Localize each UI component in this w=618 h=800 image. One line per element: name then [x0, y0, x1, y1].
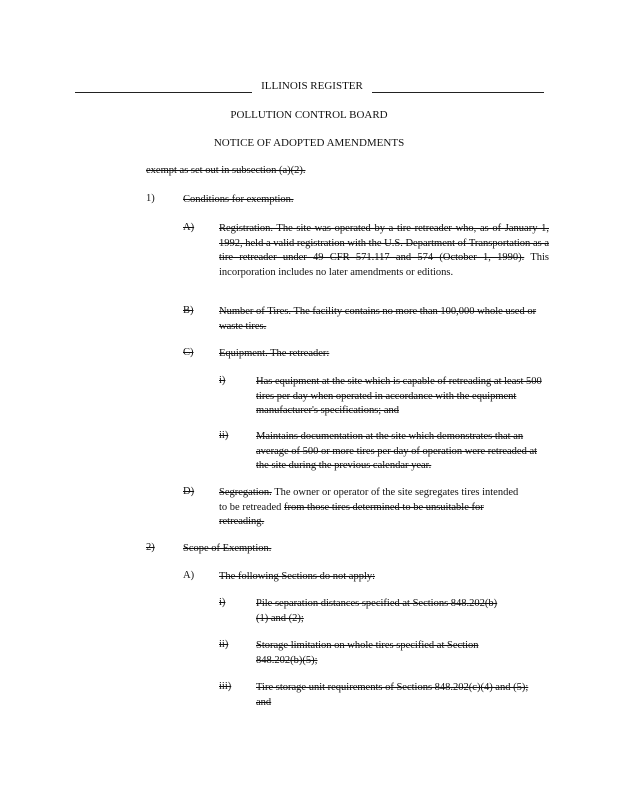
- intro-text: exempt as set out in subsection (a)(2).: [146, 165, 306, 176]
- section1-title: Conditions for exemption.: [183, 194, 294, 205]
- item-2a-i-label: i): [219, 597, 226, 608]
- item-1c-label: C): [183, 347, 194, 358]
- item-1c-text: Equipment. The retreader:: [219, 348, 330, 359]
- item-1d-label: D): [183, 486, 195, 497]
- section1-label: 1): [146, 193, 155, 204]
- item-2a-i-text: Pile separation distances specified at Sections 848.202(b)(1) and (2);: [256, 598, 498, 624]
- item-2a-text: The following Sections do not apply:: [219, 571, 376, 582]
- item-1a-text: [219, 222, 549, 280]
- section2-title: Scope of Exemption.: [183, 543, 272, 554]
- item-1d-struck-lead: Segregation.: [219, 487, 272, 498]
- header-rule-left: [75, 92, 252, 93]
- header-rule-right: [372, 92, 544, 93]
- item-1c-i-label: i): [219, 375, 226, 386]
- item-1d-plain-text: The owner or operator of the site segregates tires intended to be retreaded: [219, 487, 519, 513]
- item-2a-iii-label: iii): [219, 681, 232, 692]
- item-1a-label: A): [183, 222, 195, 233]
- item-2a-ii-label: ii): [219, 639, 229, 650]
- board-title: POLLUTION CONTROL BOARD: [230, 109, 388, 121]
- item-1d-text: [219, 486, 529, 530]
- notice-title: NOTICE OF ADOPTED AMENDMENTS: [213, 137, 405, 149]
- item-1c-i-text: Has equipment at the site which is capable of retreading at least 500 tires per day when operated in accordance with the equipment manufacturer's specifications; and: [256, 376, 542, 417]
- item-2a-ii-text: Storage limitation on whole tires specified at Section 848.202(b)(5);: [256, 640, 479, 666]
- item-2a-iii-text: Tire storage unit requirements of Sections 848.202(c)(4) and (5); and: [256, 682, 529, 708]
- item-2a-label: A): [183, 570, 195, 581]
- item-1a-plain-text: This incorporation includes no later amendments or editions.: [219, 252, 550, 278]
- register-title: ILLINOIS REGISTER: [261, 80, 363, 92]
- item-1c-ii-text: Maintains documentation at the site which demonstrates that an average of 500 or more tires per day of operation were retreaded at the site during the previous calendar year.: [256, 431, 538, 472]
- item-1b-text: Number of Tires. The facility contains no more than 100,000 whole used or waste tires.: [219, 306, 537, 332]
- item-1c-ii-label: ii): [219, 430, 229, 441]
- item-1b-label: B): [183, 305, 194, 316]
- item-1a-struck-text: Registration. The site was operated by a tire retreader who, as of January 1, 1992, held a valid registration with the U.S. Department of Transportation as a tire retreader under 49 CFR 571.117 and 574 (October 1, 1990).: [219, 223, 549, 264]
- section2-label: 2): [146, 542, 155, 553]
- item-1d-struck-tail: from those tires determined to be unsuitable for retreading.: [219, 501, 484, 528]
